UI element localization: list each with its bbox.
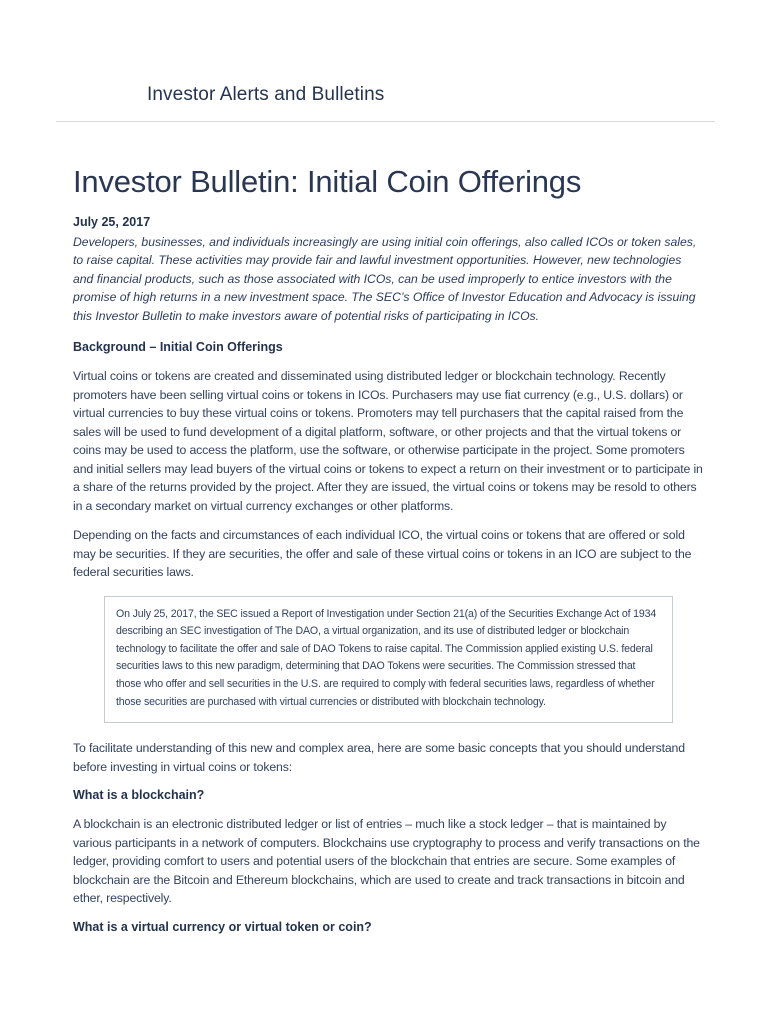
blockchain-heading: What is a blockchain?	[73, 788, 205, 803]
dao-report-callout: On July 25, 2017, the SEC issued a Report of Investigation under Section 21(a) of the Securities Exchange Act of 1934 describing an SEC investigation of The DAO, a virtual organization, and its use of distributed ledger or blockchain technology to facilitate the offer and sale of DAO Tokens to raise capital. The Commission applied existing U.S. federal securities laws to this new paradigm, determining that DAO Tokens were securities. The Commission stressed that those who offer and sell securities in the U.S. are required to comply with federal securities laws, regardless of whether those securities are purchased with virtual currencies or distributed with blockchain technology.	[104, 596, 673, 724]
site-header	[0, 0, 768, 122]
virtual-currency-heading: What is a virtual currency or virtual token or coin?	[73, 919, 372, 934]
background-heading: Background – Initial Coin Offerings	[73, 340, 283, 355]
publish-date: July 25, 2017	[73, 215, 151, 229]
concepts-intro-paragraph: To facilitate understanding of this new and complex area, here are some basic concepts that you should understand before investing in virtual coins or tokens:	[73, 741, 685, 774]
header-divider	[56, 121, 715, 122]
section-title-link[interactable]: Investor Alerts and Bulletins	[147, 84, 385, 105]
background-paragraph-2: Depending on the facts and circumstances of each individual ICO, the virtual coins or tokens that are offered or sold may be securities. If they are securities, the offer and sale of these virtual coins or tokens in an ICO are subject to the federal securities laws.	[73, 528, 692, 580]
article-content	[73, 160, 703, 936]
blockchain-paragraph: A blockchain is an electronic distributed ledger or list of entries – much like a stock ledger – that is maintained by various participants in a network of computers. Blockchains use cryptography to process and verify transactions on the ledger, providing comfort to users and potential users of the blockchain that entries are secure. Some examples of blockchain are the Bitcoin and Ethereum blockchains, which are used to create and track transactions in bitcoin and ether, respectively.	[73, 817, 700, 906]
background-paragraph-1: Virtual coins or tokens are created and disseminated using distributed ledger or blockchain technology. Recently promoters have been selling virtual coins or tokens in ICOs. Purchasers may use fiat currency (e.g., U.S. dollars) or virtual currencies to buy these virtual coins or tokens. Promoters may tell purchasers that the capital raised from the sales will be used to fund development of a digital platform, software, or other projects and that the virtual tokens or coins may be used to access the platform, use the software, or otherwise participate in the project. Some promoters and initial sellers may lead buyers of the virtual coins or tokens to expect a return on their investment or to participate in a share of the returns provided by the project. After they are issued, the virtual coins or tokens may be resold to others in a secondary market on virtual currency exchanges or other platforms.	[73, 369, 703, 513]
page-title: Investor Bulletin: Initial Coin Offerings	[73, 164, 582, 199]
intro-paragraph: Developers, businesses, and individuals increasingly are using initial coin offerings, also called ICOs or token sales, to raise capital. These activities may provide fair and lawful investment opportunities. However, new technologies and financial products, such as those associated with ICOs, can be used improperly to entice investors with the promise of high returns in a new investment space. The SEC’s Office of Investor Education and Advocacy is issuing this Investor Bulletin to make investors aware of potential risks of participating in ICOs.	[73, 235, 697, 323]
